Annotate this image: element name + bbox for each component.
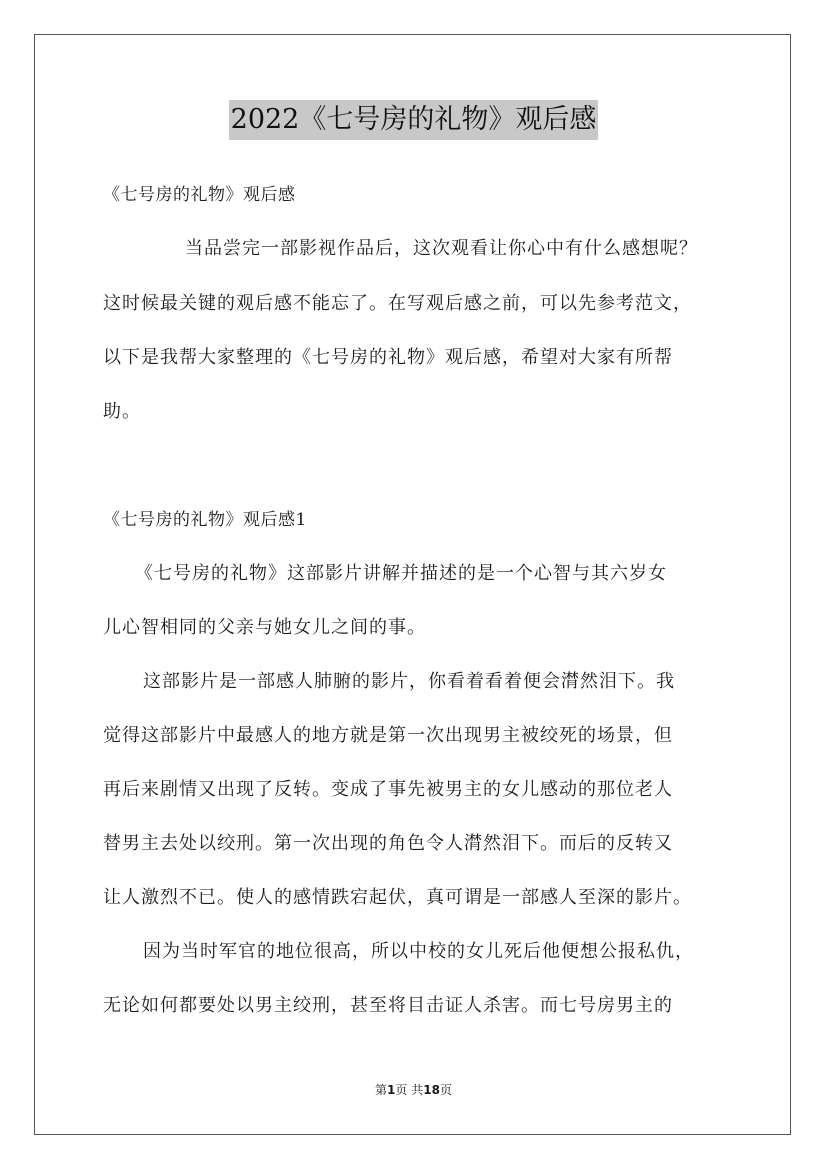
footer-suffix: 页 bbox=[439, 1083, 452, 1097]
body-line-9: 无论如何都要处以男主绞刑，甚至将目击证人杀害。而七号房男主的 bbox=[103, 995, 673, 1016]
body-line-7: 让人激烈不已。使人的感情跌宕起伏，真可谓是一部感人至深的影片。 bbox=[103, 887, 692, 908]
intro-line-3: 以下是我帮大家整理的《七号房的礼物》观后感，希望对大家有所帮 bbox=[103, 347, 673, 368]
body-line-2: 儿心智相同的父亲与她女儿之间的事。 bbox=[103, 617, 426, 638]
document-subtitle: 《七号房的礼物》观后感 bbox=[103, 185, 296, 205]
document-title: 2022《七号房的礼物》观后感 bbox=[229, 100, 599, 140]
intro-line-2: 这时候最关键的观后感不能忘了。在写观后感之前，可以先参考范文， bbox=[103, 293, 692, 314]
body-line-6: 替男主去处以绞刑。第一次出现的角色令人潸然泪下。而后的反转又 bbox=[103, 833, 673, 854]
body-line-1: 《七号房的礼物》这部影片讲解并描述的是一个心智与其六岁女 bbox=[135, 563, 667, 584]
footer-prefix: 第 bbox=[375, 1083, 388, 1097]
section-heading: 《七号房的礼物》观后感1 bbox=[103, 510, 307, 530]
body-line-8: 因为当时军官的地位很高，所以中校的女儿死后他便想公报私仇， bbox=[143, 941, 694, 962]
intro-line-4: 助。 bbox=[103, 401, 141, 422]
body-line-5: 再后来剧情又出现了反转。变成了事先被男主的女儿感动的那位老人 bbox=[103, 779, 673, 800]
body-line-3: 这部影片是一部感人肺腑的影片，你看着看着便会潸然泪下。我 bbox=[143, 671, 675, 692]
footer-page-current: 1 bbox=[387, 1083, 396, 1097]
page-footer bbox=[0, 1082, 827, 1098]
footer-mid: 页 共 bbox=[395, 1083, 424, 1097]
footer-page-total: 18 bbox=[423, 1083, 440, 1097]
title-wrap bbox=[0, 100, 827, 140]
body-line-4: 觉得这部影片中最感人的地方就是第一次出现男主被绞死的场景，但 bbox=[103, 725, 673, 746]
intro-line-1: 当品尝完一部影视作品后，这次观看让你心中有什么感想呢？ bbox=[185, 238, 698, 259]
